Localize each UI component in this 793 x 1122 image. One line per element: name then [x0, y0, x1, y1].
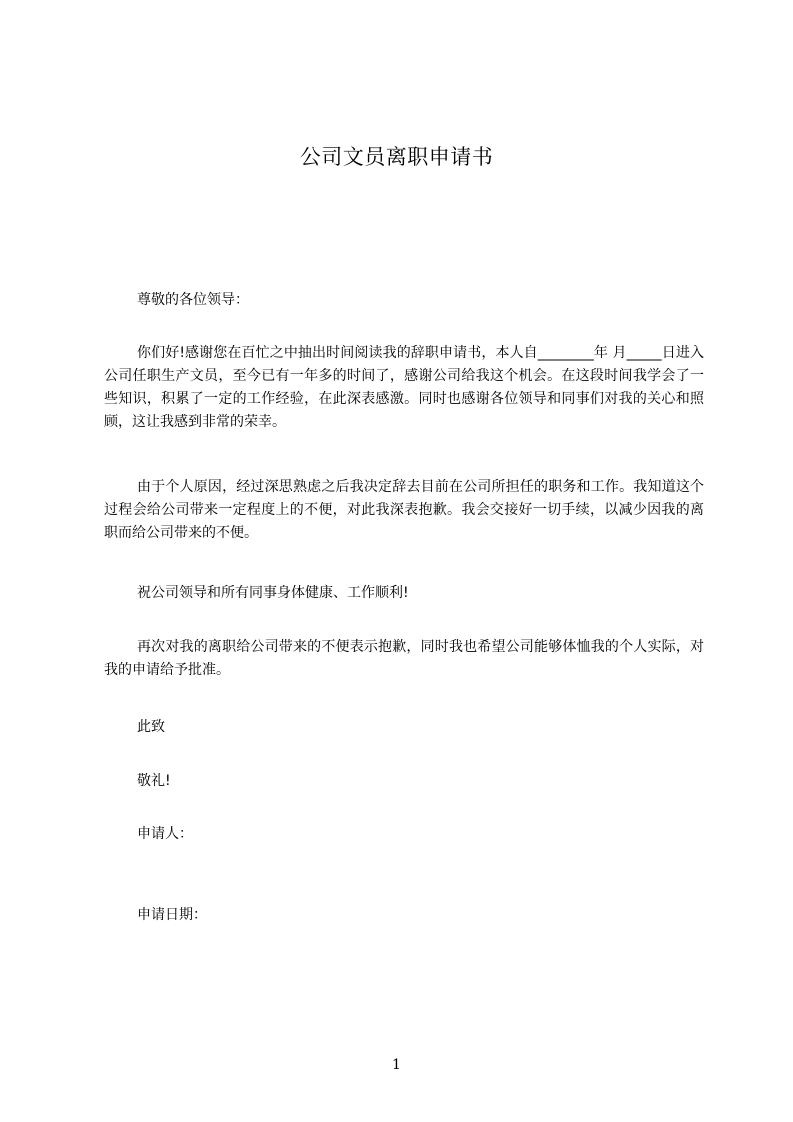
body-paragraph-3: 再次对我的离职给公司带来的不便表示抱歉，同时我也希望公司能够体恤我的个人实际，对我的申请给予批准。 [104, 639, 704, 678]
body-paragraph-1: 你们好!感谢您在百忙之中抽出时间阅读我的辞职申请书，本人自________年 月_____日进入公司任职生产文员，至今已有一年多的时间了，感谢公司给我这个机会。在这段时间我学会了一些知识，积累了一定的工作经验，在此深表感激。同时也感谢各位领导和同事们对我的关心和照顾，这让我感到非常的荣幸。 [104, 345, 704, 430]
document-title: 公司文员离职申请书 [299, 145, 494, 169]
salutation: 尊敬的各位领导： [137, 292, 249, 308]
page-number: 1 [392, 1057, 401, 1073]
body-paragraph-2: 由于个人原因，经过深思熟虑之后我决定辞去目前在公司所担任的职务和工作。我知道这个过程会给公司带来一定程度上的不便，对此我深表抱歉。我会交接好一切手续，以减少因我的离职而给公司带来的不便。 [104, 479, 704, 541]
closing-line-1: 此致 [137, 719, 165, 735]
closing-line-2: 敬礼! [137, 773, 171, 789]
applicant-label: 申请人： [137, 826, 193, 842]
wishes-line: 祝公司领导和所有同事身体健康、工作顺利! [137, 585, 409, 601]
date-label: 申请日期： [137, 907, 207, 923]
